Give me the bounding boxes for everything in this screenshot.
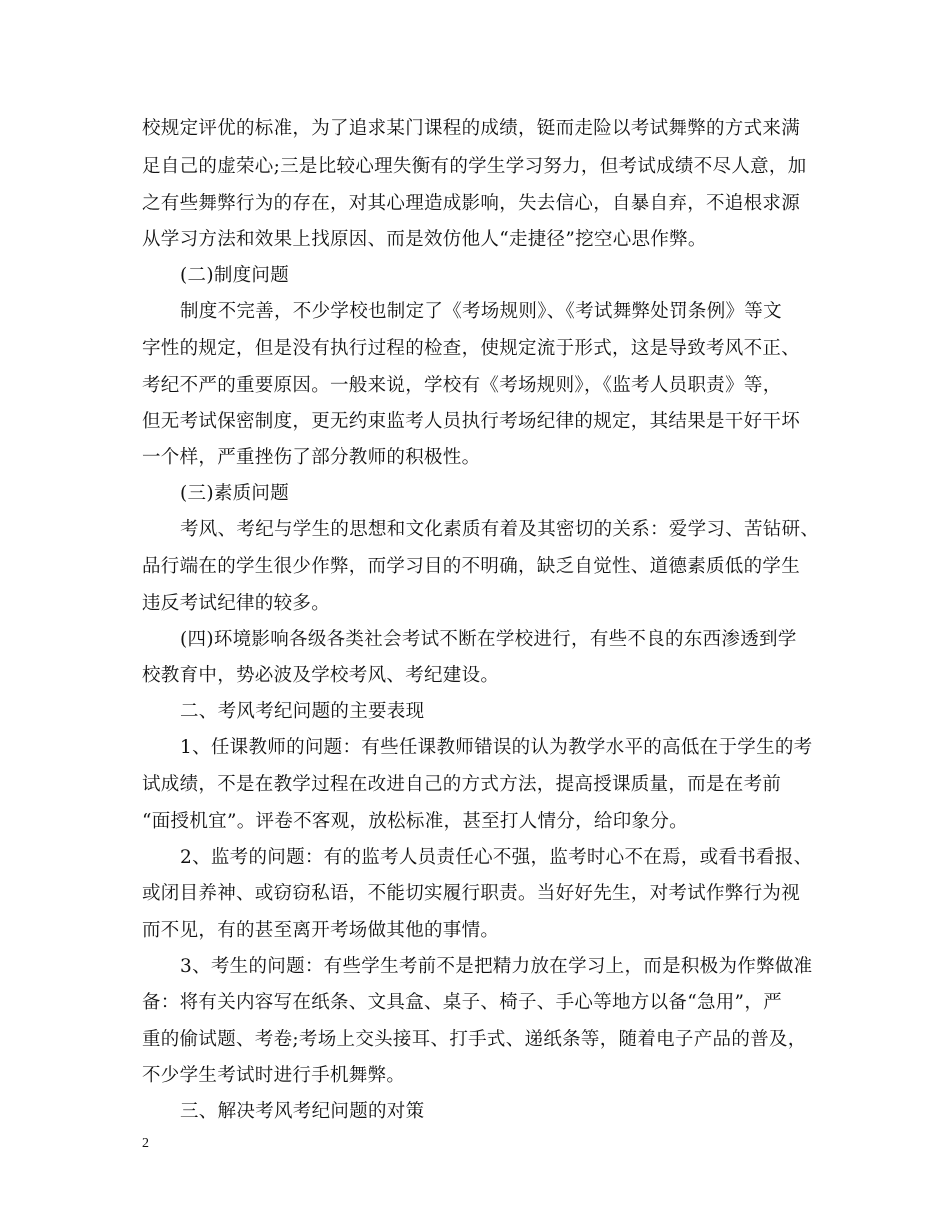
text-line: 重的偷试题、考卷;考场上交头接耳、打手式、递纸条等，随着电子产品的普及，	[142, 1029, 807, 1050]
text-line: 校教育中，势必波及学校考风、考纪建设。	[142, 665, 500, 686]
section-heading: (四)环境影响各级各类社会考试不断在学校进行，有些不良的东西渗透到学	[180, 629, 797, 650]
text-line: 2、监考的问题：有的监考人员责任心不强，监考时心不在焉，或看书看报、	[180, 847, 813, 868]
text-line: 足自己的虚荣心;三是比较心理失衡有的学生学习努力，但考试成绩不尽人意，加	[142, 156, 807, 177]
text-line: 但无考试保密制度，更无约束监考人员执行考场纪律的规定，其结果是干好干坏	[142, 411, 801, 432]
text-line: 1、任课教师的问题：有些任课教师错误的认为教学水平的高低在于学生的考	[180, 737, 813, 758]
text-line: 之有些舞弊行为的存在，对其心理造成影响，失去信心，自暴自弃，不追根求源	[142, 193, 801, 214]
text-line: 违反考试纪律的较多。	[142, 593, 331, 614]
text-line: 备：将有关内容写在纸条、文具盒、桌子、椅子、手心等地方以备“急用”，严	[142, 992, 782, 1013]
section-heading: 三、解决考风考纪问题的对策	[180, 1101, 425, 1122]
text-line: 考风、考纪与学生的思想和文化素质有着及其密切的关系：爱学习、苦钻研、	[180, 519, 820, 540]
text-line: 不少学生考试时进行手机舞弊。	[142, 1065, 406, 1086]
text-line: “面授机宜”。评卷不客观，放松标准，甚至打人情分，给印象分。	[142, 811, 688, 832]
section-heading: (二)制度问题	[180, 265, 290, 286]
page-number: 2	[142, 1136, 149, 1151]
text-line: 品行端在的学生很少作弊，而学习目的不明确，缺乏自觉性、道德素质低的学生	[142, 556, 801, 577]
text-line: 制度不完善，不少学校也制定了《考场规则》、《考试舞弊处罚条例》等文	[180, 301, 782, 322]
section-heading: 二、考风考纪问题的主要表现	[180, 701, 425, 722]
text-line: 3、考生的问题：有些学生考前不是把精力放在学习上，而是积极为作弊做准	[180, 956, 813, 977]
text-line: 考纪不严的重要原因。一般来说，学校有《考场规则》，《监考人员职责》等，	[142, 375, 782, 396]
text-line: 从学习方法和效果上找原因、而是效仿他人“走捷径”挖空心思作弊。	[142, 229, 707, 250]
text-line: 一个样，严重挫伤了部分教师的积极性。	[142, 447, 481, 468]
text-line: 或闭目养神、或窃窃私语，不能切实履行职责。当好好先生，对考试作弊行为视	[142, 883, 801, 904]
text-line: 校规定评优的标准，为了追求某门课程的成绩，铤而走险以考试舞弊的方式来满	[142, 118, 801, 139]
text-line: 而不见，有的甚至离开考场做其他的事情。	[142, 920, 500, 941]
text-line: 试成绩，不是在教学过程在改进自己的方式方法，提高授课质量，而是在考前	[142, 774, 782, 795]
text-line: 字性的规定，但是没有执行过程的检查，使规定流于形式，这是导致考风不正、	[142, 338, 801, 359]
section-heading: (三)素质问题	[180, 483, 290, 504]
